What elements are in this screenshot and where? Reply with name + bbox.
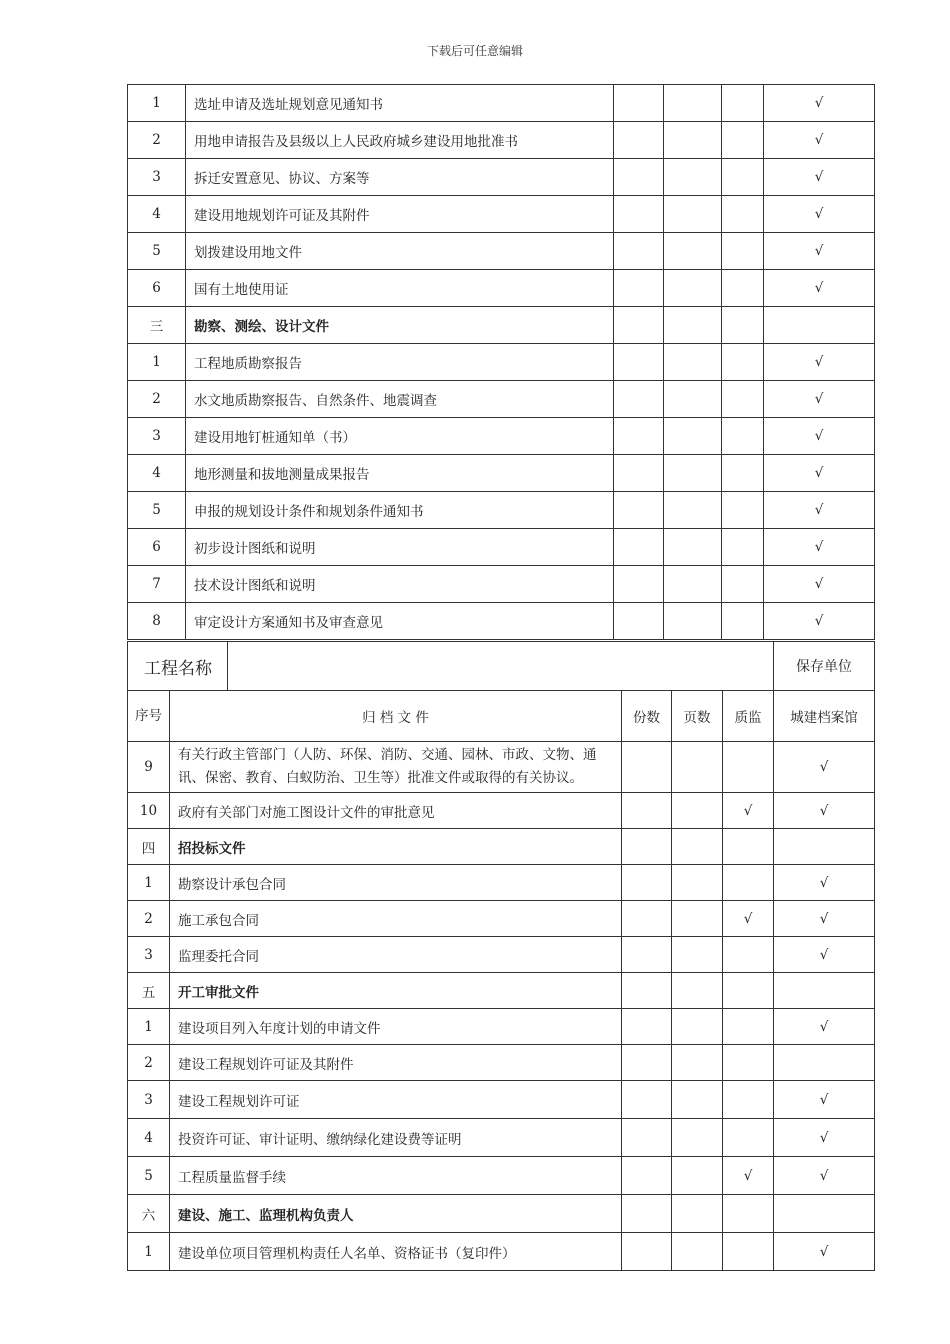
pages-cell	[672, 901, 723, 937]
row-number: 六	[128, 1195, 170, 1233]
storage-unit-label: 保存单位	[774, 642, 875, 691]
section-title: 建设、施工、监理机构负责人	[170, 1195, 622, 1233]
quality-check	[723, 829, 774, 865]
table-row	[128, 603, 875, 640]
pages-cell	[664, 159, 722, 196]
pages-cell	[664, 307, 722, 344]
quality-check	[722, 492, 764, 529]
quality-check	[723, 865, 774, 901]
copies-cell	[614, 307, 664, 344]
archive-check: √	[764, 196, 875, 233]
pages-cell	[664, 381, 722, 418]
column-header-row	[128, 691, 875, 742]
copies-cell	[614, 603, 664, 640]
row-number: 2	[128, 381, 186, 418]
table-row	[128, 793, 875, 829]
archive-check: √	[774, 1119, 875, 1157]
quality-check	[723, 1081, 774, 1119]
copies-cell	[614, 85, 664, 122]
document-title: 工程地质勘察报告	[186, 344, 614, 381]
pages-cell	[664, 85, 722, 122]
table-row	[128, 233, 875, 270]
copies-cell	[622, 1119, 672, 1157]
pages-cell	[664, 344, 722, 381]
document-title: 建设单位项目管理机构责任人名单、资格证书（复印件）	[170, 1233, 622, 1271]
pages-cell	[664, 122, 722, 159]
archive-check: √	[774, 937, 875, 973]
archive-check: √	[764, 85, 875, 122]
pages-cell	[672, 865, 723, 901]
table-row	[128, 307, 875, 344]
document-title: 施工承包合同	[170, 901, 622, 937]
table-row	[128, 455, 875, 492]
quality-check	[722, 381, 764, 418]
table-row	[128, 159, 875, 196]
copies-cell	[614, 381, 664, 418]
header-quality: 质监	[723, 691, 774, 742]
copies-cell	[622, 1195, 672, 1233]
table-row	[128, 973, 875, 1009]
page-header-note: 下载后可任意编辑	[426, 44, 523, 58]
header-copies: 份数	[622, 691, 672, 742]
copies-cell	[622, 1157, 672, 1195]
quality-check: √	[723, 901, 774, 937]
copies-cell	[614, 418, 664, 455]
row-number: 4	[128, 1119, 170, 1157]
quality-check	[723, 1119, 774, 1157]
copies-cell	[614, 159, 664, 196]
document-title: 技术设计图纸和说明	[186, 566, 614, 603]
table-row	[128, 1081, 875, 1119]
quality-check	[722, 233, 764, 270]
table-row	[128, 381, 875, 418]
copies-cell	[614, 196, 664, 233]
copies-cell	[614, 270, 664, 307]
row-number: 6	[128, 270, 186, 307]
table-row	[128, 1009, 875, 1045]
copies-cell	[622, 1045, 672, 1081]
archive-check	[764, 307, 875, 344]
archive-table-part2	[127, 641, 875, 1271]
copies-cell	[614, 455, 664, 492]
document-title: 建设用地规划许可证及其附件	[186, 196, 614, 233]
archive-check: √	[764, 344, 875, 381]
project-name-label: 工程名称	[128, 642, 228, 691]
quality-check	[723, 1195, 774, 1233]
table-row	[128, 742, 875, 793]
copies-cell	[622, 973, 672, 1009]
row-number: 五	[128, 973, 170, 1009]
document-title: 有关行政主管部门（人防、环保、消防、交通、园林、市政、文物、通讯、保密、教育、白蚁防治、卫生等）批准文件或取得的有关协议。	[170, 742, 622, 793]
quality-check	[722, 85, 764, 122]
table-row	[128, 1119, 875, 1157]
document-title: 地形测量和拔地测量成果报告	[186, 455, 614, 492]
pages-cell	[672, 1009, 723, 1045]
document-title: 建设用地钉桩通知单（书）	[186, 418, 614, 455]
row-number: 5	[128, 1157, 170, 1195]
copies-cell	[614, 122, 664, 159]
document-title: 国有土地使用证	[186, 270, 614, 307]
quality-check	[722, 603, 764, 640]
row-number: 3	[128, 418, 186, 455]
document-title: 水文地质勘察报告、自然条件、地震调查	[186, 381, 614, 418]
document-title: 初步设计图纸和说明	[186, 529, 614, 566]
archive-check: √	[774, 901, 875, 937]
copies-cell	[622, 901, 672, 937]
table-row	[128, 1195, 875, 1233]
table-row	[128, 196, 875, 233]
archive-check: √	[774, 1157, 875, 1195]
pages-cell	[672, 742, 723, 793]
row-number: 2	[128, 122, 186, 159]
document-title: 监理委托合同	[170, 937, 622, 973]
archive-check: √	[764, 492, 875, 529]
archive-check: √	[764, 418, 875, 455]
quality-check	[722, 529, 764, 566]
pages-cell	[664, 603, 722, 640]
pages-cell	[672, 1157, 723, 1195]
document-title: 审定设计方案通知书及审查意见	[186, 603, 614, 640]
pages-cell	[672, 1045, 723, 1081]
header-archive: 城建档案馆	[774, 691, 875, 742]
row-number: 4	[128, 455, 186, 492]
copies-cell	[622, 829, 672, 865]
archive-check: √	[764, 270, 875, 307]
archive-check	[774, 973, 875, 1009]
project-name-row	[128, 642, 875, 691]
table-row	[128, 1157, 875, 1195]
archive-check: √	[774, 865, 875, 901]
archive-check	[774, 829, 875, 865]
quality-check	[722, 270, 764, 307]
quality-check: √	[723, 1157, 774, 1195]
quality-check	[722, 344, 764, 381]
row-number: 2	[128, 901, 170, 937]
copies-cell	[622, 937, 672, 973]
row-number: 1	[128, 344, 186, 381]
row-number: 2	[128, 1045, 170, 1081]
row-number: 8	[128, 603, 186, 640]
archive-check: √	[764, 233, 875, 270]
copies-cell	[614, 492, 664, 529]
copies-cell	[622, 1081, 672, 1119]
archive-check	[774, 1045, 875, 1081]
header-seq: 序号	[128, 691, 170, 742]
row-number: 三	[128, 307, 186, 344]
pages-cell	[664, 492, 722, 529]
document-title: 政府有关部门对施工图设计文件的审批意见	[170, 793, 622, 829]
table-row	[128, 344, 875, 381]
pages-cell	[672, 829, 723, 865]
archive-table-part1	[127, 84, 875, 640]
document-title: 申报的规划设计条件和规划条件通知书	[186, 492, 614, 529]
row-number: 3	[128, 937, 170, 973]
row-number: 10	[128, 793, 170, 829]
pages-cell	[672, 793, 723, 829]
archive-check	[774, 1195, 875, 1233]
section-title: 勘察、测绘、设计文件	[186, 307, 614, 344]
table-row	[128, 829, 875, 865]
archive-check: √	[774, 793, 875, 829]
archive-check: √	[764, 603, 875, 640]
row-number: 3	[128, 1081, 170, 1119]
pages-cell	[664, 455, 722, 492]
table-row	[128, 937, 875, 973]
copies-cell	[622, 793, 672, 829]
pages-cell	[664, 418, 722, 455]
row-number: 1	[128, 1009, 170, 1045]
row-number: 四	[128, 829, 170, 865]
archive-check: √	[764, 455, 875, 492]
pages-cell	[664, 233, 722, 270]
pages-cell	[672, 973, 723, 1009]
pages-cell	[664, 196, 722, 233]
table-row	[128, 270, 875, 307]
document-title: 用地申请报告及县级以上人民政府城乡建设用地批准书	[186, 122, 614, 159]
document-title: 勘察设计承包合同	[170, 865, 622, 901]
archive-check: √	[764, 381, 875, 418]
table-row	[128, 529, 875, 566]
archive-check: √	[764, 159, 875, 196]
pages-cell	[672, 1195, 723, 1233]
document-title: 投资许可证、审计证明、缴纳绿化建设费等证明	[170, 1119, 622, 1157]
quality-check	[723, 742, 774, 793]
table-row	[128, 85, 875, 122]
copies-cell	[622, 1233, 672, 1271]
quality-check	[722, 122, 764, 159]
row-number: 1	[128, 85, 186, 122]
archive-check: √	[774, 742, 875, 793]
row-number: 7	[128, 566, 186, 603]
row-number: 5	[128, 492, 186, 529]
document-title: 建设工程规划许可证及其附件	[170, 1045, 622, 1081]
archive-check: √	[774, 1009, 875, 1045]
quality-check	[722, 159, 764, 196]
row-number: 5	[128, 233, 186, 270]
document-title: 建设工程规划许可证	[170, 1081, 622, 1119]
quality-check	[723, 1045, 774, 1081]
header-archive-docs: 归 档 文 件	[170, 691, 622, 742]
quality-check: √	[723, 793, 774, 829]
pages-cell	[672, 1233, 723, 1271]
section-title: 开工审批文件	[170, 973, 622, 1009]
table-row	[128, 122, 875, 159]
document-title: 工程质量监督手续	[170, 1157, 622, 1195]
copies-cell	[614, 529, 664, 566]
copies-cell	[622, 865, 672, 901]
quality-check	[722, 196, 764, 233]
quality-check	[722, 566, 764, 603]
quality-check	[722, 418, 764, 455]
archive-check: √	[764, 566, 875, 603]
quality-check	[722, 455, 764, 492]
row-number: 4	[128, 196, 186, 233]
row-number: 9	[128, 742, 170, 793]
copies-cell	[622, 742, 672, 793]
section-title: 招投标文件	[170, 829, 622, 865]
quality-check	[723, 1233, 774, 1271]
project-name-value[interactable]	[228, 642, 774, 691]
quality-check	[723, 973, 774, 1009]
table-row	[128, 418, 875, 455]
document-title: 划拨建设用地文件	[186, 233, 614, 270]
row-number: 3	[128, 159, 186, 196]
row-number: 1	[128, 865, 170, 901]
table-row	[128, 865, 875, 901]
header-pages: 页数	[672, 691, 723, 742]
copies-cell	[614, 566, 664, 603]
quality-check	[723, 937, 774, 973]
quality-check	[723, 1009, 774, 1045]
pages-cell	[672, 1119, 723, 1157]
copies-cell	[622, 1009, 672, 1045]
pages-cell	[672, 1081, 723, 1119]
table-row	[128, 1045, 875, 1081]
document-title: 选址申请及选址规划意见通知书	[186, 85, 614, 122]
copies-cell	[614, 344, 664, 381]
table-row	[128, 901, 875, 937]
archive-check: √	[774, 1081, 875, 1119]
pages-cell	[664, 566, 722, 603]
table-row	[128, 1233, 875, 1271]
archive-check: √	[764, 529, 875, 566]
row-number: 1	[128, 1233, 170, 1271]
archive-check: √	[764, 122, 875, 159]
quality-check	[722, 307, 764, 344]
pages-cell	[672, 937, 723, 973]
archive-check: √	[774, 1233, 875, 1271]
document-title: 建设项目列入年度计划的申请文件	[170, 1009, 622, 1045]
copies-cell	[614, 233, 664, 270]
table-row	[128, 492, 875, 529]
document-title: 拆迁安置意见、协议、方案等	[186, 159, 614, 196]
pages-cell	[664, 270, 722, 307]
pages-cell	[664, 529, 722, 566]
table-row	[128, 566, 875, 603]
row-number: 6	[128, 529, 186, 566]
